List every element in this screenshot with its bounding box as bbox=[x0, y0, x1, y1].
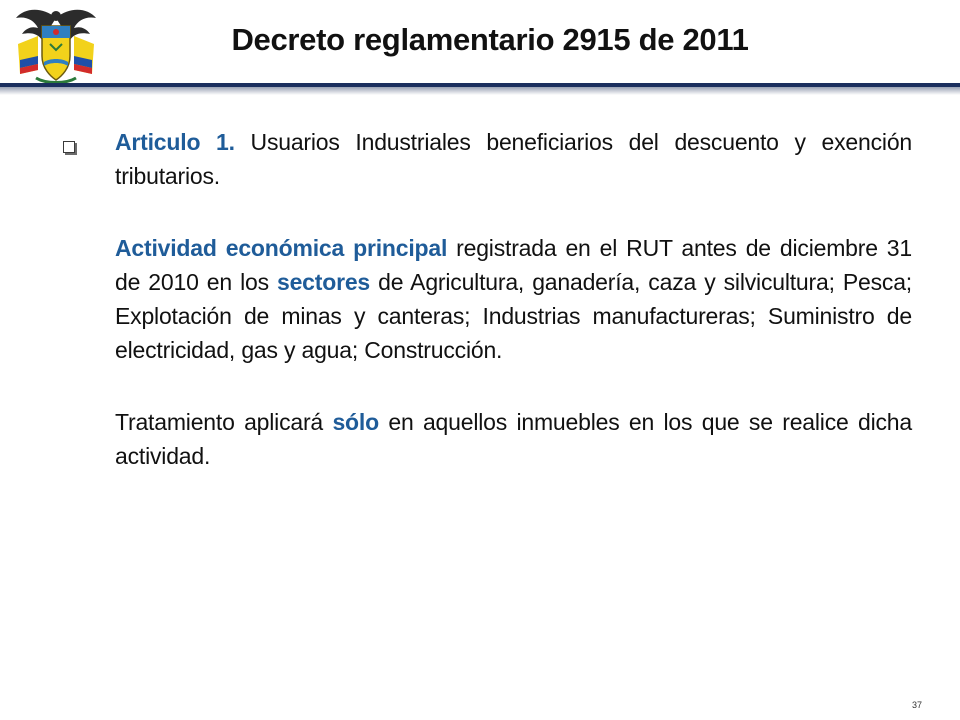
colombia-coat-of-arms-icon bbox=[8, 4, 104, 84]
slide-title: Decreto reglamentario 2915 de 2011 bbox=[231, 22, 749, 57]
activity-highlight: Actividad económica principal bbox=[115, 235, 448, 261]
article-lead: Articulo 1. bbox=[115, 129, 235, 155]
treatment-paragraph bbox=[115, 405, 912, 473]
page-number: 37 bbox=[912, 700, 923, 710]
activity-text-2: de Agricultura, ganadería, caza y silvicultura; Pesca; Explotación de minas y canteras; Industrias manufactureras; Suministro de electricidad, gas y agua; Construcción. bbox=[115, 269, 912, 363]
bullet-paragraph bbox=[115, 125, 912, 193]
activity-text-1: registrada en el RUT antes de diciembre 31 de 2010 en los bbox=[115, 235, 912, 295]
solo-highlight: sólo bbox=[332, 409, 379, 435]
square-bullet-icon bbox=[63, 141, 75, 153]
activity-paragraph bbox=[115, 231, 912, 367]
article-text: Usuarios Industriales beneficiarios del descuento y exención tributarios. bbox=[115, 129, 913, 189]
title-underline-shadow bbox=[0, 87, 960, 95]
bullet-item bbox=[60, 125, 912, 193]
sectors-highlight: sectores bbox=[277, 269, 371, 295]
treatment-text-1: Tratamiento aplicará bbox=[115, 409, 333, 435]
slide-body bbox=[60, 125, 912, 473]
slide-header bbox=[0, 0, 960, 96]
treatment-text-2: en aquellos inmuebles en los que se realice dicha actividad. bbox=[115, 409, 912, 469]
